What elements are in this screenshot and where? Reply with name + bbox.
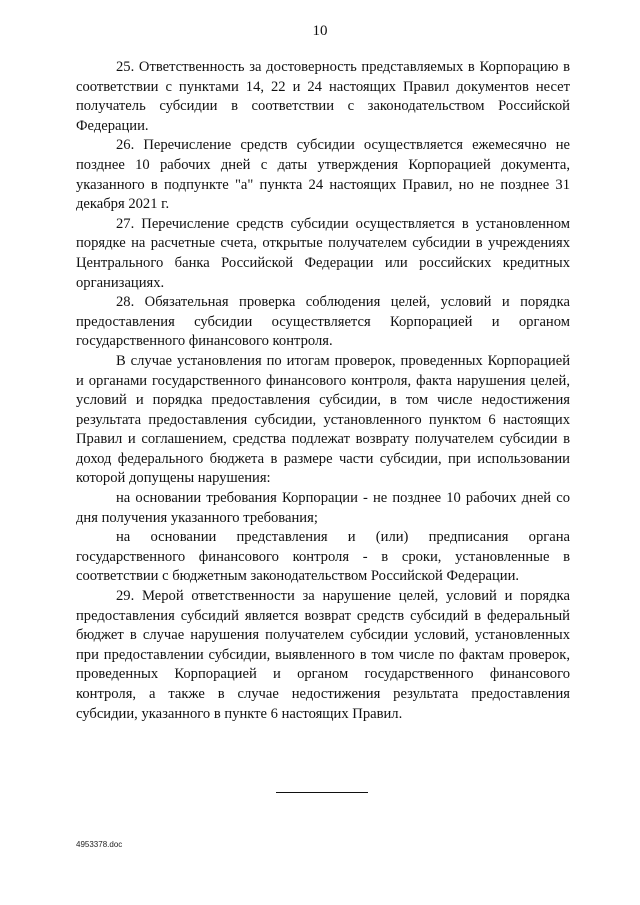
document-body [76,58,570,724]
footer-doc-code: 4953378.doc [76,840,123,849]
paragraph-25: 25. Ответственность за достоверность представляемых в Корпорацию в соответствии с пунктами 14, 22 и 24 настоящих Правил документов несет получатель субсидии в соответствии с законодательством Российской Федерации. [76,59,570,134]
page-number: 10 [312,23,328,39]
end-of-text-separator [276,792,368,793]
paragraph-27: 27. Перечисление средств субсидии осуществляется в установленном порядке на расчетные счета, открытые получателем субсидии в учреждениях Центрального банка Российской Федерации или российских кредитных организациях. [76,215,570,291]
paragraph-28: 28. Обязательная проверка соблюдения целей, условий и порядка предоставления субсидии осуществляется Корпорацией и органом государственного финансового контроля. [76,294,570,350]
paragraph-28-corporation-demand: на основании требования Корпорации - не позднее 10 рабочих дней со дня получения указанного требования; [76,490,570,526]
paragraph-29: 29. Мерой ответственности за нарушение целей, условий и порядка предоставления субсидий является возврат средств субсидий в федеральный бюджет в случае нарушения получателем субсидии условий, установленных при предоставлении субсидии, выявленного в том числе по фактам проверок, проведенных Корпорацией и органом государственного финансового контроля, а также в случае недостижения результата предоставления субсидии, указанного в пункте 6 настоящих Правил. [76,588,570,722]
paragraph-28-violation-case: В случае установления по итогам проверок, проведенных Корпорацией и органами государственного финансового контроля, факта нарушения целей, условий и порядка предоставления субсидии, в том числе недостижения результата предоставления субсидии, установленного пунктом 6 настоящих Правил и соглашением, средства подлежат возврату получателем субсидии в доход федерального бюджета в размере части субсидии, при использовании которой допущены нарушения: [76,352,570,487]
paragraph-26: 26. Перечисление средств субсидии осуществляется ежемесячно не позднее 10 рабочих дней с даты утверждения Корпорацией документа, указанного в подпункте "а" пункта 24 настоящих Правил, но не позднее 31 декабря 2021 г. [76,137,570,213]
paragraph-28-control-body-order: на основании представления и (или) предписания органа государственного финансового контроля - в сроки, установленные в соответствии с бюджетным законодательством Российской Федерации. [76,529,570,585]
